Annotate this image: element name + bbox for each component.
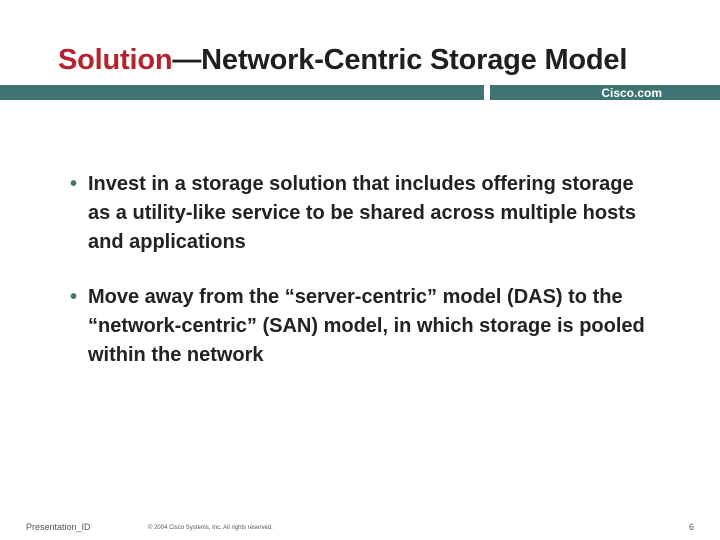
header-band-gap — [484, 85, 490, 100]
bullet-item — [70, 283, 660, 370]
slide-title — [58, 44, 627, 77]
footer-page-number: 6 — [688, 522, 694, 532]
slide-title-highlight: Solution — [58, 44, 173, 76]
footer-copyright: © 2004 Cisco Systems, Inc. All rights reserved. — [148, 525, 273, 531]
bullet-item — [70, 170, 660, 257]
bullet-text: Move away from the “server-centric” model (DAS) to the “network-centric” (SAN) model, in which storage is pooled within the network — [88, 286, 645, 366]
slide-title-rest: —Network-Centric Storage Model — [172, 44, 628, 76]
bullet-list — [70, 170, 660, 396]
footer-presentation-id: Presentation_ID — [26, 522, 91, 532]
bullet-dot: • — [70, 286, 78, 308]
brand-label: Cisco.com — [601, 86, 662, 100]
bullet-text: Invest in a storage solution that includes offering storage as a utility-like service to be shared across multiple hosts and applications — [88, 173, 636, 253]
bullet-dot: • — [70, 173, 78, 195]
